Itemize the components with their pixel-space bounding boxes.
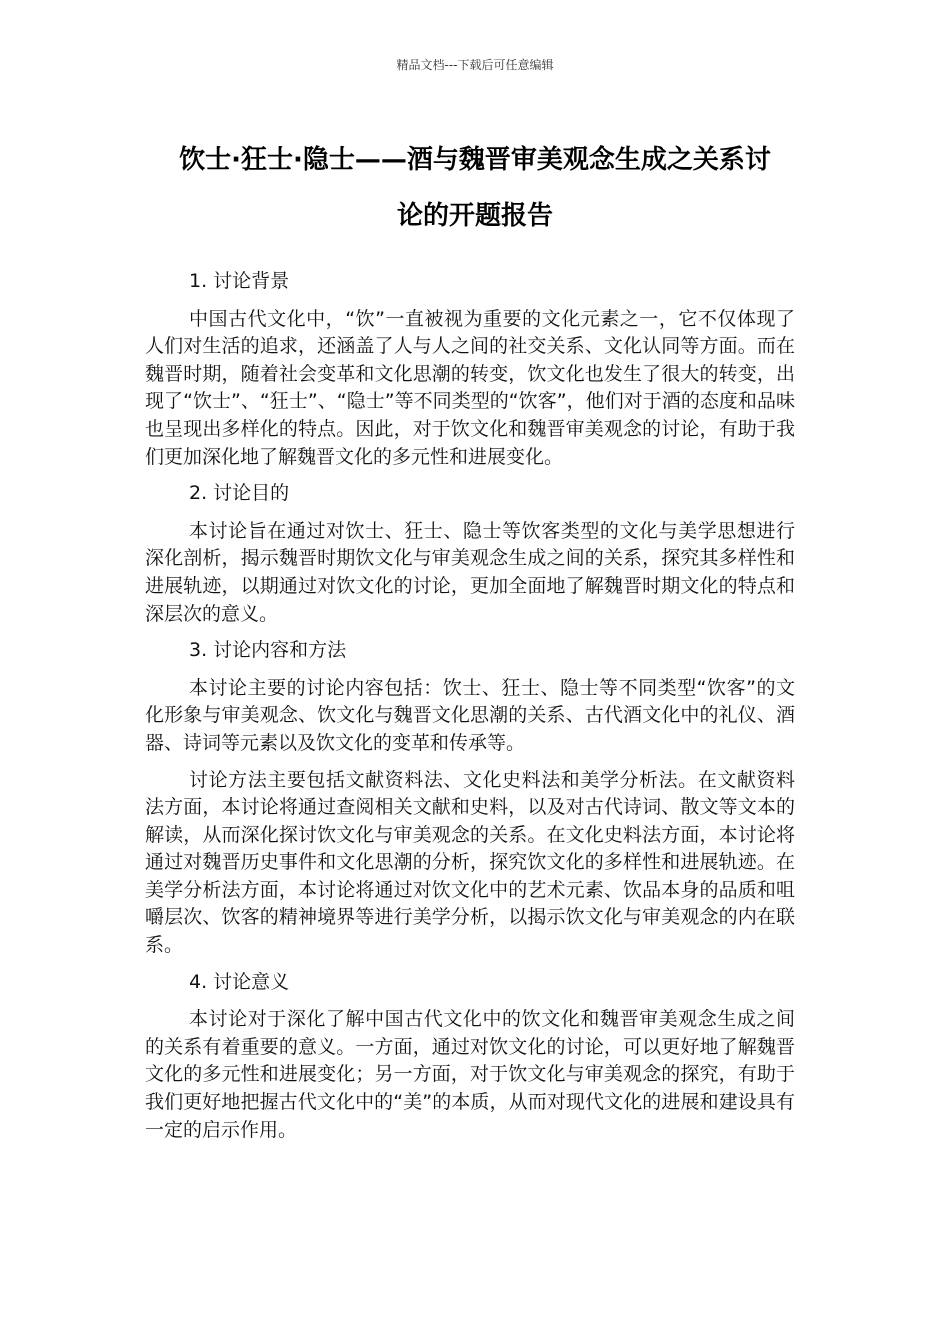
document-body xyxy=(145,268,795,1144)
section-background xyxy=(145,268,795,480)
page-header: 精品文档---下载后可任意编辑 xyxy=(396,58,554,72)
paragraph: 讨论方法主要包括文献资料法、文化史料法和美学分析法。在文献资料法方面，本讨论将通过查阅相关文献和史料，以及对古代诗词、散文等文本的解读，从而深化探讨饮文化与审美观念的关系。在文化史料法方面，本讨论将通过对魏晋历史事件和文化思潮的分析，探究饮文化的多样性和进展轨迹。在美学分析法方面，本讨论将通过对饮文化中的艺术元素、饮品本身的品质和咀嚼层次、饮客的精神境界等进行美学分析，以揭示饮文化与审美观念的内在联系。 xyxy=(145,768,795,957)
paragraph: 本讨论主要的讨论内容包括：饮士、狂士、隐士等不同类型“饮客”的文化形象与审美观念、饮文化与魏晋文化思潮的关系、古代酒文化中的礼仪、酒器、诗词等元素以及饮文化的变革和传承等。 xyxy=(145,676,795,754)
title-line-2: 论的开题报告 xyxy=(396,201,553,231)
section-purpose xyxy=(145,480,795,637)
paragraph: 中国古代文化中，“饮”一直被视为重要的文化元素之一，它不仅体现了人们对生活的追求，还涵盖了人与人之间的社交关系、文化认同等方面。而在魏晋时期，随着社会变革和文化思潮的转变，饮文化也发生了很大的转变，出现了“饮士”、“狂士”、“隐士”等不同类型的“饮客”，他们对于酒的态度和品味也呈现出多样化的特点。因此，对于饮文化和魏晋审美观念的讨论，有助于我们更加深化地了解魏晋文化的多元性和进展变化。 xyxy=(145,307,795,468)
section-heading: 3. 讨论内容和方法 xyxy=(189,639,347,662)
document-title xyxy=(120,132,830,244)
paragraph: 本讨论对于深化了解中国古代文化中的饮文化和魏晋审美观念生成之间的关系有着重要的意义。一方面，通过对饮文化的讨论，可以更好地了解魏晋文化的多元性和进展变化；另一方面，对于饮文化与审美观念的探究，有助于我们更好地把握古代文化中的“美”的本质，从而对现代文化的进展和建设具有一定的启示作用。 xyxy=(145,1008,795,1141)
section-heading: 1. 讨论背景 xyxy=(189,270,290,292)
section-heading: 2. 讨论目的 xyxy=(189,482,290,505)
section-content-methods xyxy=(145,637,795,969)
section-heading: 4. 讨论意义 xyxy=(189,970,290,993)
section-significance xyxy=(145,969,795,1145)
paragraph: 本讨论旨在通过对饮士、狂士、隐士等饮客类型的文化与美学思想进行深化剖析，揭示魏晋时期饮文化与审美观念生成之间的关系，探究其多样性和进展轨迹，以期通过对饮文化的讨论，更加全面地了解魏晋时期文化的特点和深层次的意义。 xyxy=(145,519,795,625)
title-line-1: 饮士·狂士·隐士——酒与魏晋审美观念生成之关系讨 xyxy=(179,145,771,175)
